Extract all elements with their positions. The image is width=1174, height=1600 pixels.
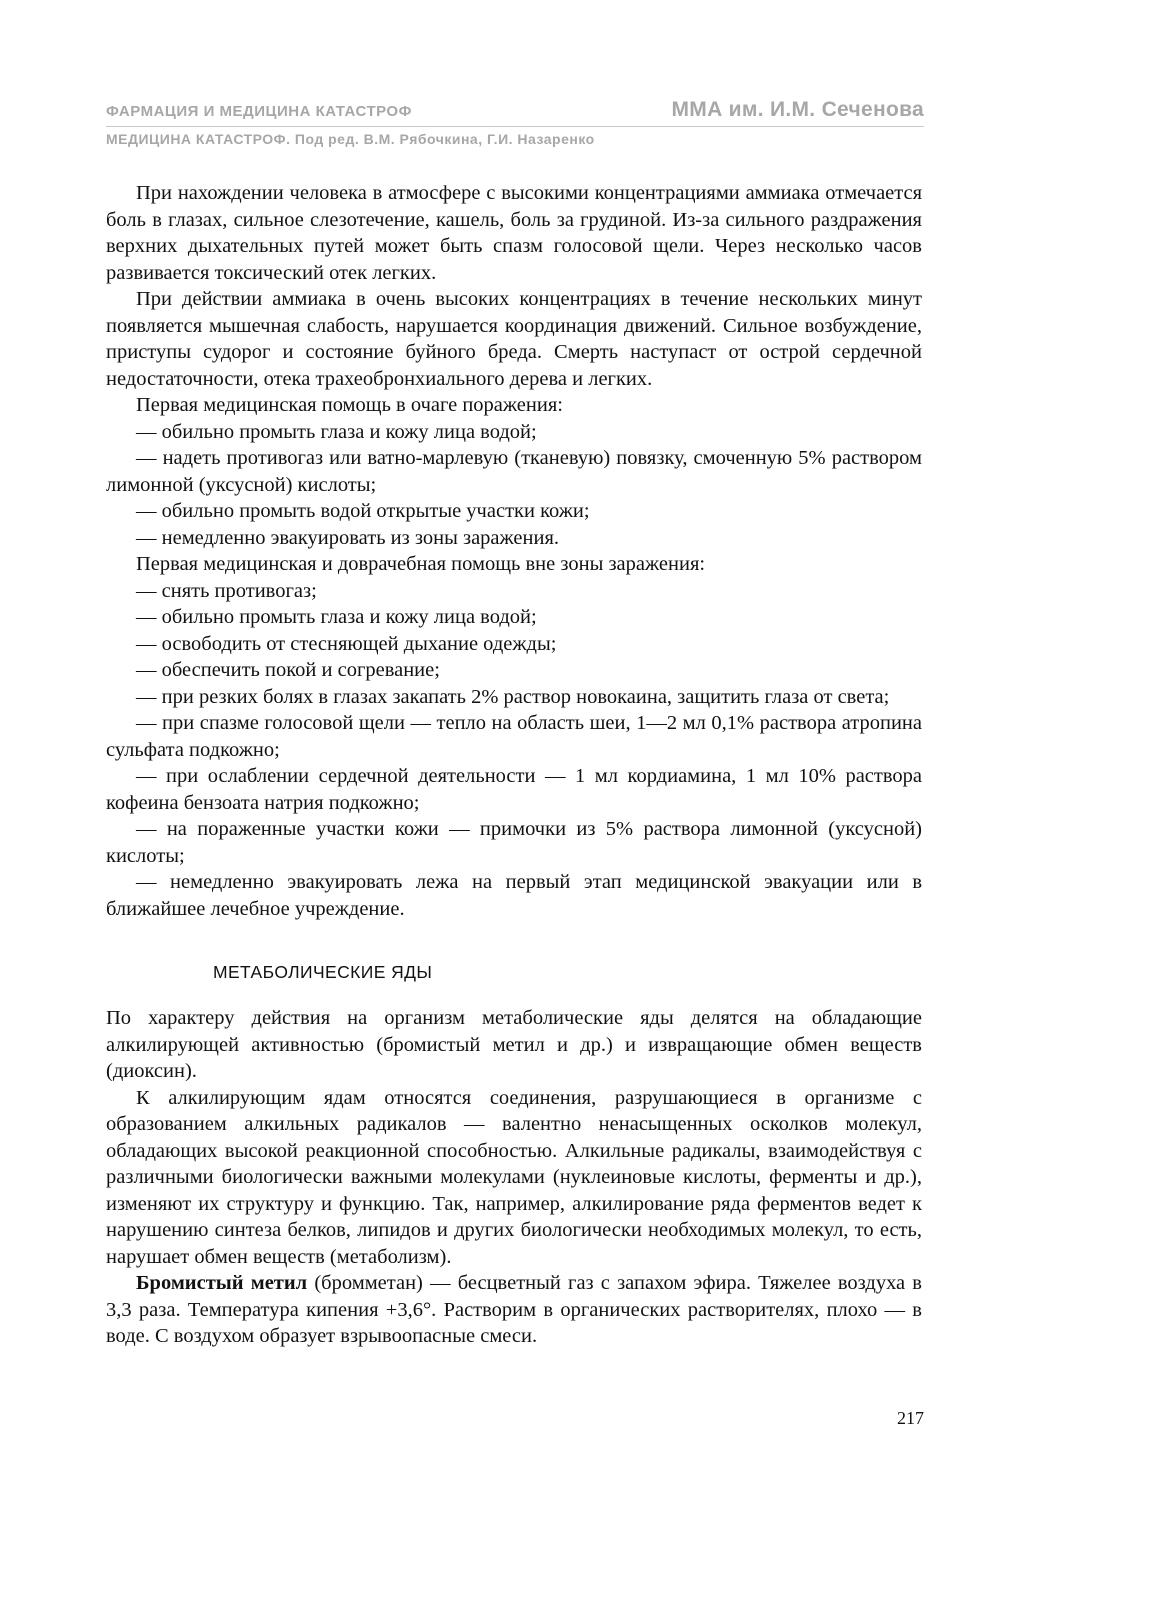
list-item: — при резких болях в глазах закапать 2% раствор новокаина, защитить глаза от света; (136, 685, 890, 708)
list-item: — обильно промыть глаза и кожу лица водой; (136, 606, 537, 628)
paragraph: Первая медицинская и доврачебная помощь вне зоны заражения: (136, 553, 706, 575)
header-institution: ММА им. И.М. Сеченова (671, 98, 924, 121)
list-item: — снять противогаз; (136, 579, 317, 602)
paragraph: При нахождении человека в атмосфере с высокими концентрациями аммиака отмечается боль в глазах, сильное слезотечение, кашель, боль за грудиной. Из-за сильного раздражения верхних дыхательных путей может быть спазм голосовой щели. Через несколько часов развивается токсический отек легких. (106, 182, 922, 284)
list-item: — надеть противогаз или ватно-марлевую (тканевую) повязку, смоченную 5% раствором лимонной (уксусной) кислоты; (106, 447, 922, 496)
page-body (106, 180, 922, 1350)
term-bold: Бромистый метил (136, 1272, 308, 1294)
header-book-series: ФАРМАЦИЯ И МЕДИЦИНА КАТАСТРОФ (106, 103, 412, 120)
list-item: — обильно промыть водой открытые участки кожи; (136, 500, 590, 522)
section-heading: МЕТАБОЛИЧЕСКИЕ ЯДЫ (213, 962, 433, 982)
paragraph: Первая медицинская помощь в очаге поражения: (136, 394, 563, 416)
list-item: — на пораженные участки кожи — примочки из 5% раствора лимонной (уксусной) кислоты; (106, 818, 922, 867)
header-book-title: МЕДИЦИНА КАТАСТРОФ. Под ред. В.М. Рябочкина, Г.И. Назаренко (106, 131, 595, 147)
paragraph: К алкилирующим ядам относятся соединения, разрушающиеся в организме с образованием алкильных радикалов — валентно ненасыщенных осколков молекул, обладающих высокой реакционной способностью. Алкильные радикалы, взаимодействуя с различными биологически важными молекулами (нуклеиновые кислоты, ферменты и др.), изменяют их структуру и функцию. Так, например, алкилирование ряда ферментов ведет к нарушению синтеза белков, липидов и других биологически необходимых молекул, то есть, нарушает обмен веществ (метаболизм). (106, 1086, 922, 1268)
term-description: (бромметан) — бесцветный газ с запахом эфира. Тяжелее воздуха в 3,3 раза. Температура кипения +3,6°. Растворим в органических растворителях, плохо — в воде. С воздухом образует взрывоопасные смеси. (106, 1272, 922, 1347)
list-item: — обеспечить покой и согревание; (136, 659, 440, 681)
header-top-row (106, 100, 924, 127)
list-item: — при спазме голосовой щели — тепло на область шеи, 1—2 мл 0,1% раствора атропина сульфата подкожно; (106, 712, 922, 761)
running-header (106, 98, 924, 147)
paragraph: При действии аммиака в очень высоких концентрациях в течение нескольких минут появляется мышечная слабость, нарушается координация движений. Сильное возбуждение, приступы судорог и состояние буйного бреда. Смерть наступаст от острой сердечной недостаточности, отека трахеобронхиального дерева и легких. (106, 288, 922, 390)
list-item: — при ослаблении сердечной деятельности — 1 мл кордиамина, 1 мл 10% раствора кофеина бензоата натрия подкожно; (106, 765, 922, 814)
list-item: — немедленно эвакуировать из зоны заражения. (136, 526, 560, 549)
list-item: — освободить от стесняющей дыхание одежды; (136, 632, 557, 655)
page-number: 217 (897, 1408, 924, 1428)
list-item: — немедленно эвакуировать лежа на первый этап медицинской эвакуации или в ближайшее лечебное учреждение. (106, 871, 922, 920)
paragraph: По характеру действия на организм метаболические яды делятся на обладающие алкилирующей активностью (бромистый метил и др.) и извращающие обмен веществ (диоксин). (106, 1007, 922, 1082)
paragraph-bromomethane (106, 1270, 922, 1350)
list-item: — обильно промыть глаза и кожу лица водой; (136, 420, 537, 443)
